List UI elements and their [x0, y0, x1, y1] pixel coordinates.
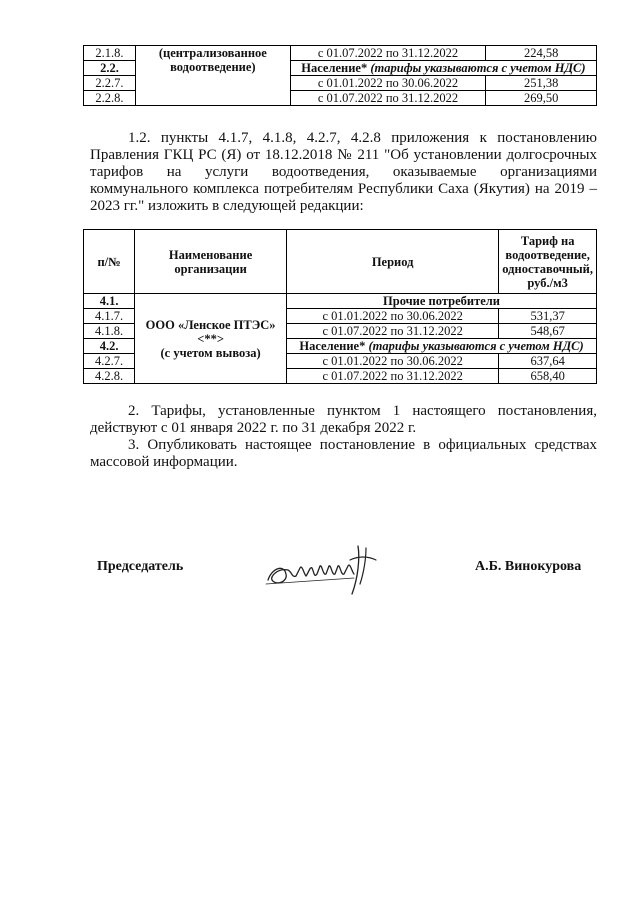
row-number: 2.2.	[84, 61, 136, 76]
period-cell: с 01.07.2022 по 31.12.2022	[290, 91, 485, 106]
tariff-value: 658,40	[499, 369, 597, 384]
row-number: 2.2.7.	[84, 76, 136, 91]
organization-note: (с учетом вывоза)	[160, 345, 261, 360]
tariff-value: 548,67	[499, 324, 597, 339]
tariff-value: 531,37	[499, 309, 597, 324]
group-label: Население*	[299, 339, 366, 353]
tariff-table-continuation	[83, 45, 597, 106]
organization-name	[135, 294, 287, 384]
row-number: 4.2.8.	[84, 369, 135, 384]
table-header-row	[84, 230, 597, 294]
tariff-table	[83, 229, 597, 384]
row-number: 4.1.	[84, 294, 135, 309]
period-cell: с 01.01.2022 по 30.06.2022	[290, 76, 485, 91]
signatory-name: А.Б. Винокурова	[475, 559, 582, 574]
period-cell: с 01.01.2022 по 30.06.2022	[287, 354, 499, 369]
table-row	[84, 294, 597, 309]
row-number: 4.2.	[84, 339, 135, 354]
organization-name-line: ООО «Ленское ПТЭС»	[145, 317, 276, 332]
organization-name: (централизованное водоотведение)	[135, 46, 290, 106]
group-header	[287, 294, 597, 309]
signatory-title: Председатель	[97, 559, 184, 574]
row-number: 2.1.8.	[84, 46, 136, 61]
group-label: Население*	[301, 61, 368, 75]
row-number: 4.2.7.	[84, 354, 135, 369]
tariff-value: 269,50	[486, 91, 597, 106]
header-organization: Наименование организации	[135, 230, 287, 294]
period-cell: с 01.07.2022 по 31.12.2022	[287, 324, 499, 339]
header-period: Период	[287, 230, 499, 294]
period-cell: с 01.01.2022 по 30.06.2022	[287, 309, 499, 324]
tariff-value: 251,38	[486, 76, 597, 91]
group-label: Прочие потребители	[383, 294, 500, 308]
header-tariff: Тариф на водоотведение, одноставочный, руб./м3	[499, 230, 597, 294]
group-note: (тарифы указываются с учетом НДС)	[368, 339, 584, 353]
paragraph-1-2: 1.2. пункты 4.1.7, 4.1.8, 4.2.7, 4.2.8 приложения к постановлению Правления ГКЦ РС (Я) от 18.12.2018 № 211 "Об установлении долгосрочных тарифов на услуги водоотведения, оказываемые организациями коммунального комплекса потребителям Республики Саха (Якутия) на 2019 – 2023 гг." изложить в следующей редакции:	[90, 130, 597, 214]
paragraph-3: 3. Опубликовать настоящее постановление в официальных средствах массовой информации.	[90, 437, 597, 470]
tariff-value: 637,64	[499, 354, 597, 369]
row-number: 4.1.7.	[84, 309, 135, 324]
period-cell: с 01.07.2022 по 31.12.2022	[290, 46, 485, 61]
row-number: 4.1.8.	[84, 324, 135, 339]
group-note: (тарифы указываются с учетом НДС)	[370, 61, 586, 75]
tariff-value: 224,58	[486, 46, 597, 61]
group-header	[290, 61, 596, 76]
handwritten-signature	[262, 538, 382, 598]
row-number: 2.2.8.	[84, 91, 136, 106]
table-row	[84, 46, 597, 61]
header-number: п/№	[84, 230, 135, 294]
period-cell: с 01.07.2022 по 31.12.2022	[287, 369, 499, 384]
organization-footnote-mark: <**>	[197, 331, 224, 346]
group-header	[287, 339, 597, 354]
paragraph-2: 2. Тарифы, установленные пунктом 1 настоящего постановления, действуют с 01 января 2022 г. по 31 декабря 2022 г.	[90, 403, 597, 436]
